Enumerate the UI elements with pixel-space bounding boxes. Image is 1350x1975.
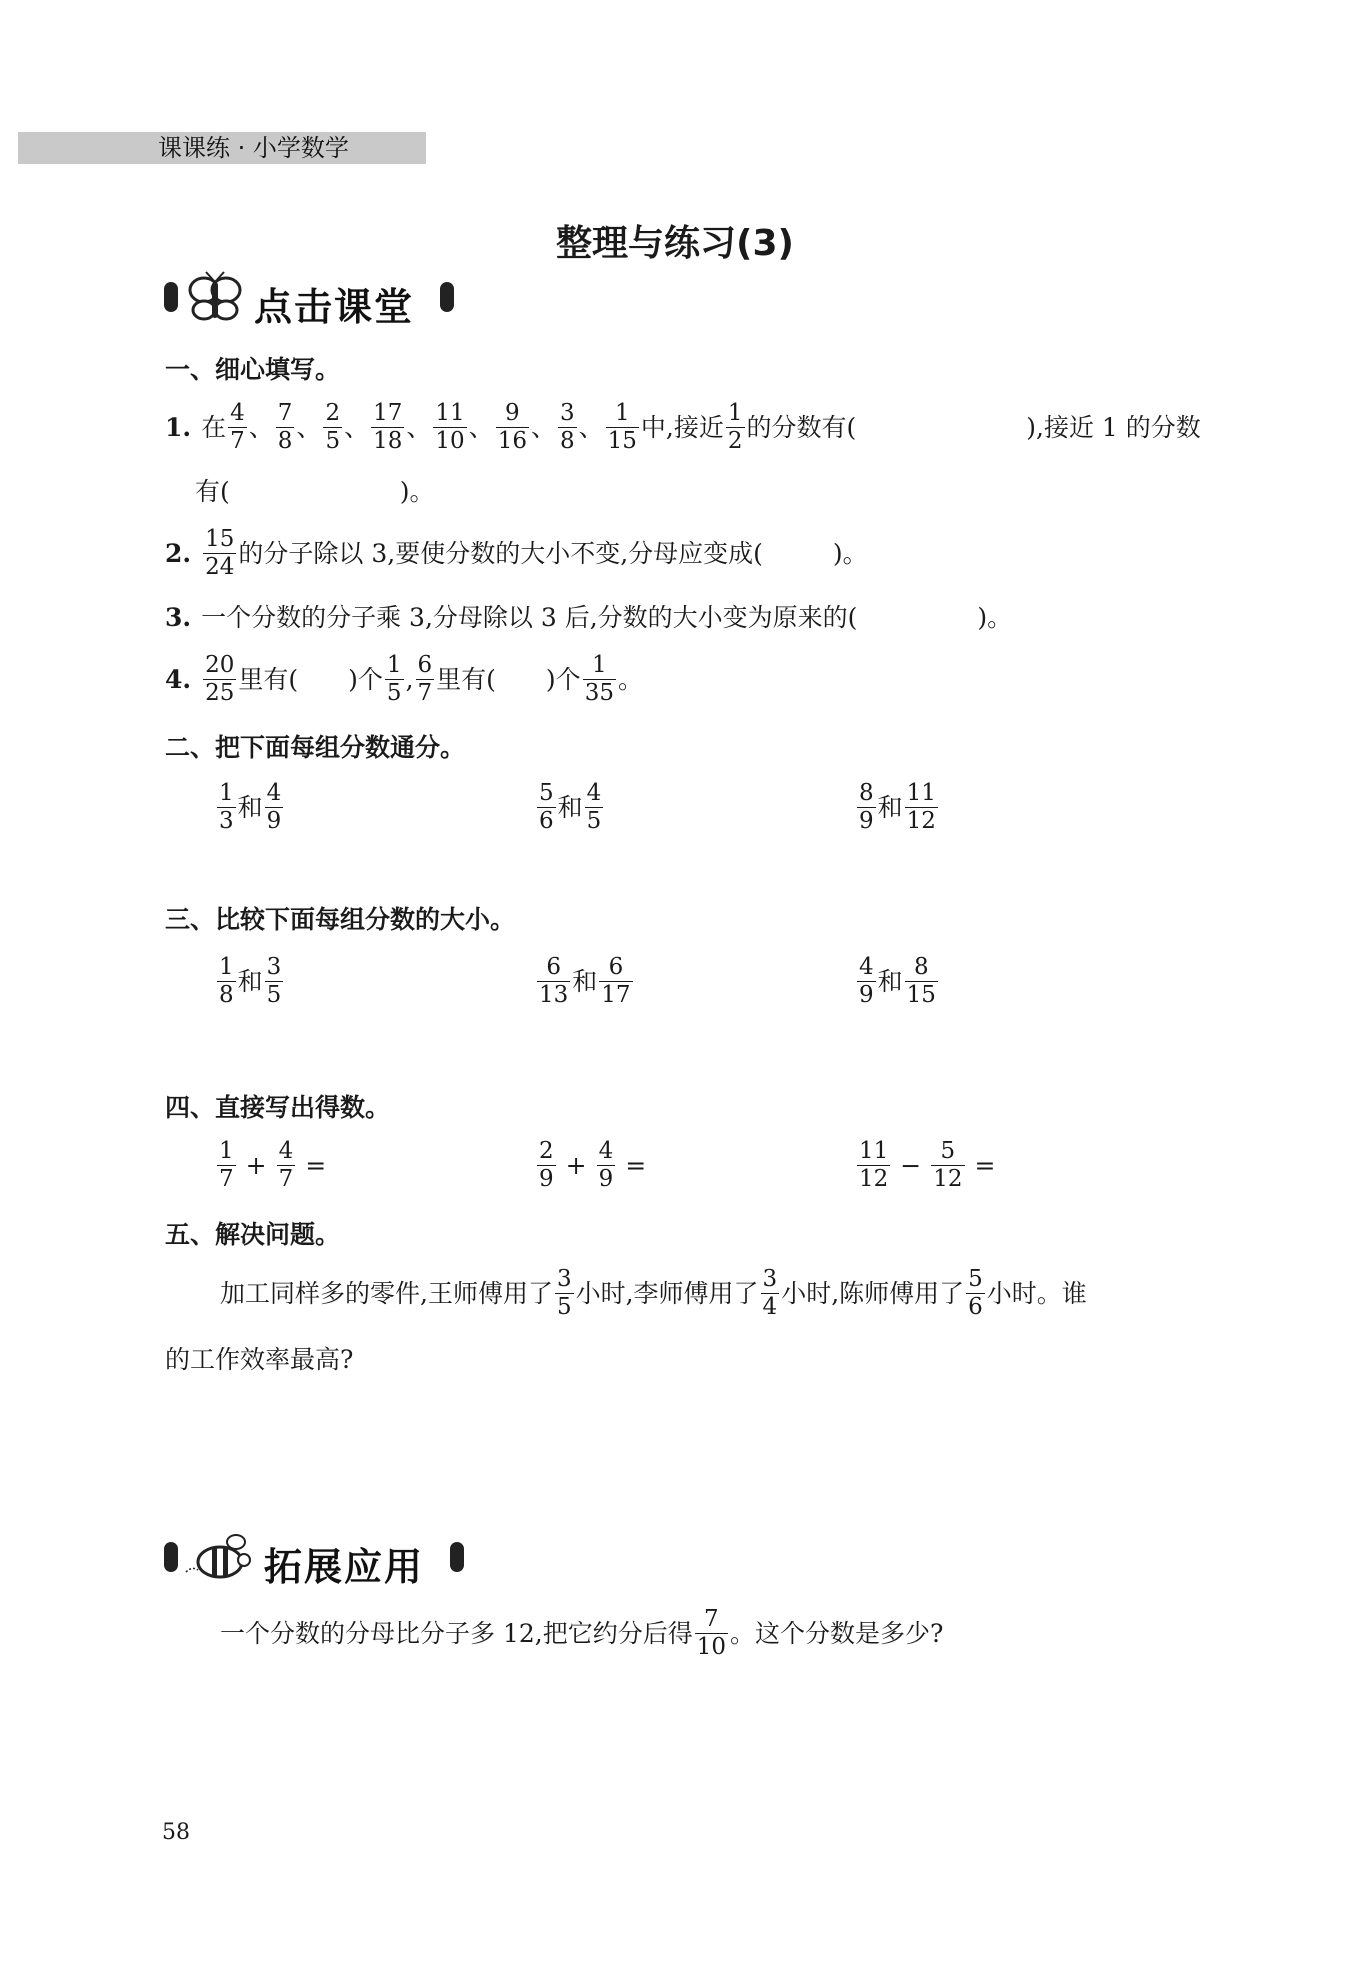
calc-item-1: $\frac{1}{7}$ + $\frac{4}{7}$ = [219,1137,327,1192]
tongfen-item-2: $\frac{5}{6}$ 和 $\frac{4}{5}$ [539,779,602,834]
fraction-1-5: $\frac{1}{5}$ [386,651,402,706]
fraction-17-18: $\frac{17}{18}$ [373,399,403,454]
banner-title: 点击课堂 [254,285,415,329]
problem-line-2: 的工作效率最高? [165,1344,354,1374]
fraction-1-15: $\frac{1}{15}$ [607,399,637,454]
fraction-1-35: $\frac{1}{35}$ [584,651,614,706]
question-3: 3. 一个分数的分子乘 3,分母除以 3 后,分数的大小变为原来的( )。 [165,602,1013,632]
tongfen-item-1: $\frac{1}{3}$ 和 $\frac{4}{9}$ [219,779,282,834]
fraction-2-5: $\frac{2}{5}$ [325,399,341,454]
fraction-5-6: $\frac{5}{6}$ [968,1265,983,1320]
question-2: 2. $\frac{15}{24}$ 的分子除以 3,要使分数的大小不变,分母应变成( )。 [165,525,868,580]
banner-left-cap [164,1542,178,1572]
page-title: 整理与练习(3) [556,223,794,264]
banner-tuozhan-yingyong [160,1530,470,1589]
fraction-3-8: $\frac{3}{8}$ [559,399,575,454]
question-1-line-1: 1. 在 $\frac{4}{7}$ 、 $\frac{7}{8}$ 、 $\frac{2}{5}$ 、 $\frac{17}{18}$ 、 $\frac{11}{10}$ 、 $\frac{9}{16}$ 、 $\frac{3}{8}$ 、 $\frac{1}{15}$ 中,接近 $\frac{1}{2}$ 的分数有( ),接近 1 的分数 [165,399,1201,454]
banner-right-cap [440,282,454,312]
section-1-heading: 一、细心填写。 [165,355,341,384]
fraction-4-7: $\frac{4}{7}$ [230,399,245,454]
section-2-heading: 二、把下面每组分数通分。 [165,733,466,762]
compare-item-2: $\frac{6}{13}$ 和 $\frac{6}{17}$ [539,953,631,1008]
fraction-11-10: $\frac{11}{10}$ [435,399,465,454]
header-band [18,132,426,164]
calc-item-3: $\frac{11}{12}$ − $\frac{5}{12}$ = [859,1137,996,1192]
header-text: 课课练 · 小学数学 [158,134,349,162]
banner-title: 拓展应用 [264,1545,425,1589]
fraction-9-16: $\frac{9}{16}$ [497,399,527,454]
fraction-7-10: $\frac{7}{10}$ [696,1605,726,1660]
tongfen-item-3: $\frac{8}{9}$ 和 $\frac{11}{12}$ [859,779,936,834]
fraction-1-2: $\frac{1}{2}$ [727,399,743,454]
bee-icon [182,1530,254,1586]
q1-mid3: ),接近 1 的分数 [1026,412,1201,442]
page-number: 58 [162,1820,190,1845]
fraction-3-5: $\frac{3}{5}$ [556,1265,572,1320]
fraction-6-7: $\frac{6}{7}$ [417,651,433,706]
banner-dianji-ketang [160,270,460,329]
section-5-heading: 五、解决问题。 [165,1220,341,1249]
fraction-3-4: $\frac{3}{4}$ [762,1265,778,1320]
section-4-heading: 四、直接写出得数。 [165,1093,391,1122]
compare-item-1: $\frac{1}{8}$ 和 $\frac{3}{5}$ [219,953,282,1008]
calc-item-2: $\frac{2}{9}$ + $\frac{4}{9}$ = [539,1137,647,1192]
question-4: 4. $\frac{20}{25}$ 里有( )个 $\frac{1}{5}$ , $\frac{6}{7}$ 里有( )个 $\frac{1}{35}$ 。 [165,651,643,706]
question-number: 1. [165,412,192,442]
butterfly-icon [184,270,246,326]
question-1-line-2: 有( )。 [195,476,435,506]
fraction-15-24: $\frac{15}{24}$ [205,525,235,580]
banner-left-cap [164,282,178,312]
q1-pre: 在 [201,412,227,442]
section-3-heading: 三、比较下面每组分数的大小。 [165,905,516,934]
problem-line-1: 加工同样多的零件,王师傅用了 $\frac{3}{5}$ 小时,李师傅用了 $\frac{3}{4}$ 小时,陈师傅用了 $\frac{5}{6}$ 小时。谁 [220,1265,1087,1320]
extend-question: 一个分数的分母比分子多 12,把它约分后得 $\frac{7}{10}$ 。这个分数是多少? [220,1605,944,1660]
q1-mid: 中,接近 [640,412,724,442]
q1-mid2: 的分数有( [746,412,857,442]
fraction-7-8: $\frac{7}{8}$ [277,399,293,454]
fraction-20-25: $\frac{20}{25}$ [205,651,235,706]
banner-right-cap [450,1542,464,1572]
compare-item-3: $\frac{4}{9}$ 和 $\frac{8}{15}$ [859,953,936,1008]
